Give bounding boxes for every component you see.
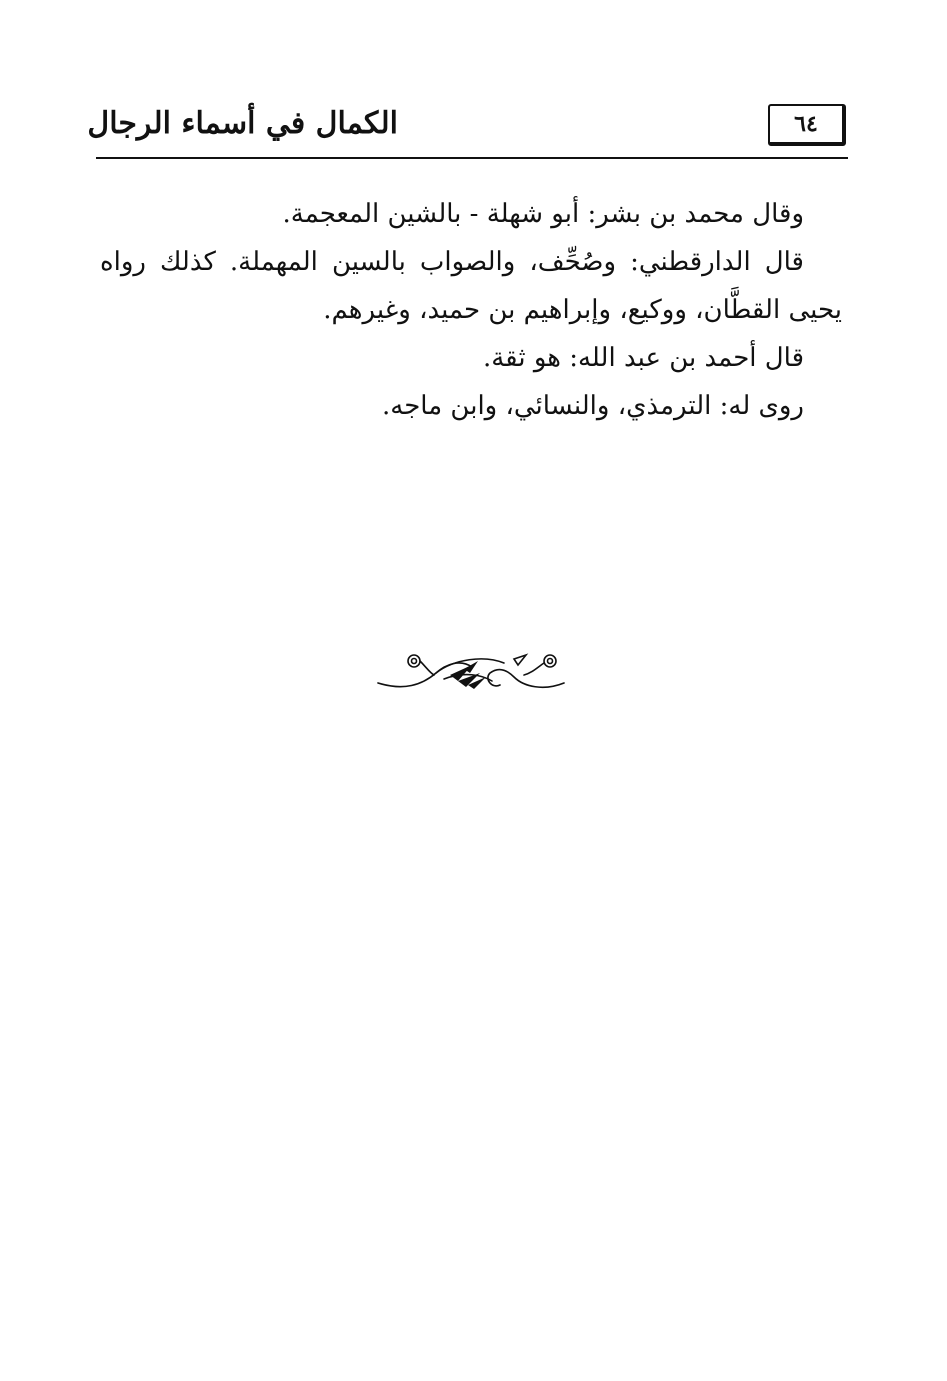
page-header (87, 98, 848, 162)
body-text (100, 190, 842, 430)
paragraph-line-2: قال الدارقطني: وصُحِّف، والصواب بالسين المهملة. كذلك رواه (100, 247, 804, 277)
header-rule (96, 157, 848, 159)
paragraph-line-5: روى له: الترمذي، والنسائي، وابن ماجه. (382, 391, 804, 421)
floral-vine-divider-icon (374, 645, 568, 693)
paragraph-line-4: قال أحمد بن عبد الله: هو ثقة. (482, 343, 804, 373)
paragraph-line-3: يحيى القطَّان، ووكيع، وإبراهيم بن حميد، وغيرهم. (323, 295, 842, 325)
page-number: ٦٤ (768, 104, 846, 146)
book-title: الكمال في أسماء الرجال (87, 106, 398, 141)
paragraph-line-1: وقال محمد بن بشر: أبو شهلة - بالشين المعجمة. (282, 199, 804, 229)
